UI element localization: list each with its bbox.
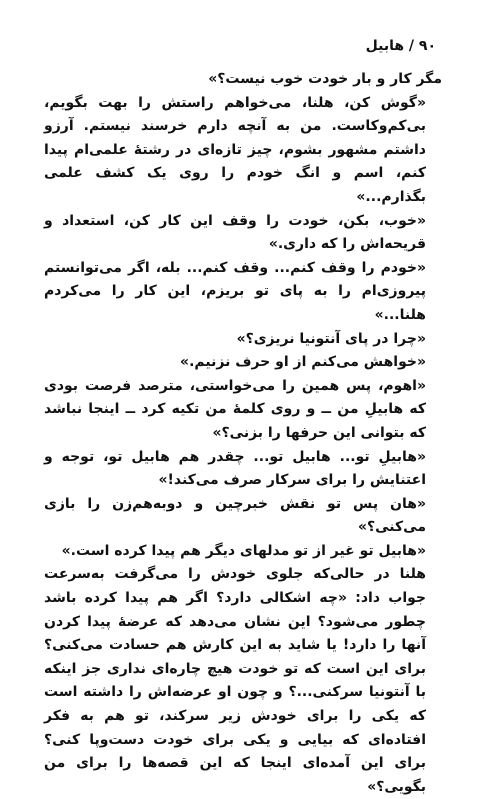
- paragraph: مگر کار و بار خودت خوب نیست؟»: [208, 71, 442, 87]
- running-head: ۹۰ / هابیل: [365, 38, 436, 54]
- paragraph: «گوش کن، هلنا، می‌خواهم راستش را بهت بگویم، بی‌کم‌وکاست. من به آنچه دارم خرسند نیستم. آرزو داشتم مشهور بشوم، چیز تازه‌ای در رشتهٔ علمی‌ام پیدا کنم، اسم و انگ خودم را روی یک کشف علمی بگذارم...»: [44, 94, 426, 205]
- paragraph: «هان پس تو نقش خبرچین و دوبه‌هم‌زن را بازی می‌کنی؟»: [44, 495, 426, 536]
- paragraph: «خودم را وقف کنم... وقف کنم... بله، اگر می‌توانستم پیروزی‌ام را به پای تو بریزم، این کار را می‌کردم هلنا...»: [44, 259, 426, 323]
- paragraph: «چرا در پای آنتونیا نریزی؟»: [236, 330, 426, 347]
- paragraph: هلنا در حالی‌که جلوی خودش را می‌گرفت به‌سرعت جواب داد: «چه اشکالی دارد؟ اگر هم پیدا کرده باشد چطور می‌شود؟ این نشان می‌دهد که عرضهٔ پیدا کردن آنها را دارد! یا شاید به این کارش هم حسادت می‌کنی؟ برای این است که تو خودت هیچ چاره‌ای نداری جز اینکه با آنتونیا سرکنی...؟ و چون او عرضه‌اش را داشته است که یکی را برای خودش زیر سرکند، تو هم به فکر افتاده‌ای که بیایی و یکی برای خودت دست‌وپا کنی؟ برای این آمده‌ای اینجا که این قصه‌ها را برای من بگویی؟»: [44, 566, 426, 795]
- paragraph: «هابیل تو غیر از تو مدلهای دیگر هم پیدا کرده است.»: [61, 542, 426, 559]
- paragraph: «اهوم، پس همین را می‌خواستی، مترصد فرصت بودی که هابیلِ من ــ و روی کلمهٔ من تکیه کرد ــ اینجا نباشد که بتوانی این حرفها را بزنی؟»: [44, 377, 426, 441]
- body-text: [44, 68, 442, 799]
- paragraph: «هابیلِ تو... هابیل تو... چقدر هم هابیل تو، توجه و اعتنایش را برای سرکار صرف می‌کند!»: [44, 448, 426, 489]
- paragraph: «خواهش می‌کنم از او حرف نزنیم.»: [180, 354, 426, 371]
- paragraph: «خوب، بکن، خودت را وقف این کار کن، استعداد و قریحه‌اش را که داری.»: [44, 212, 426, 253]
